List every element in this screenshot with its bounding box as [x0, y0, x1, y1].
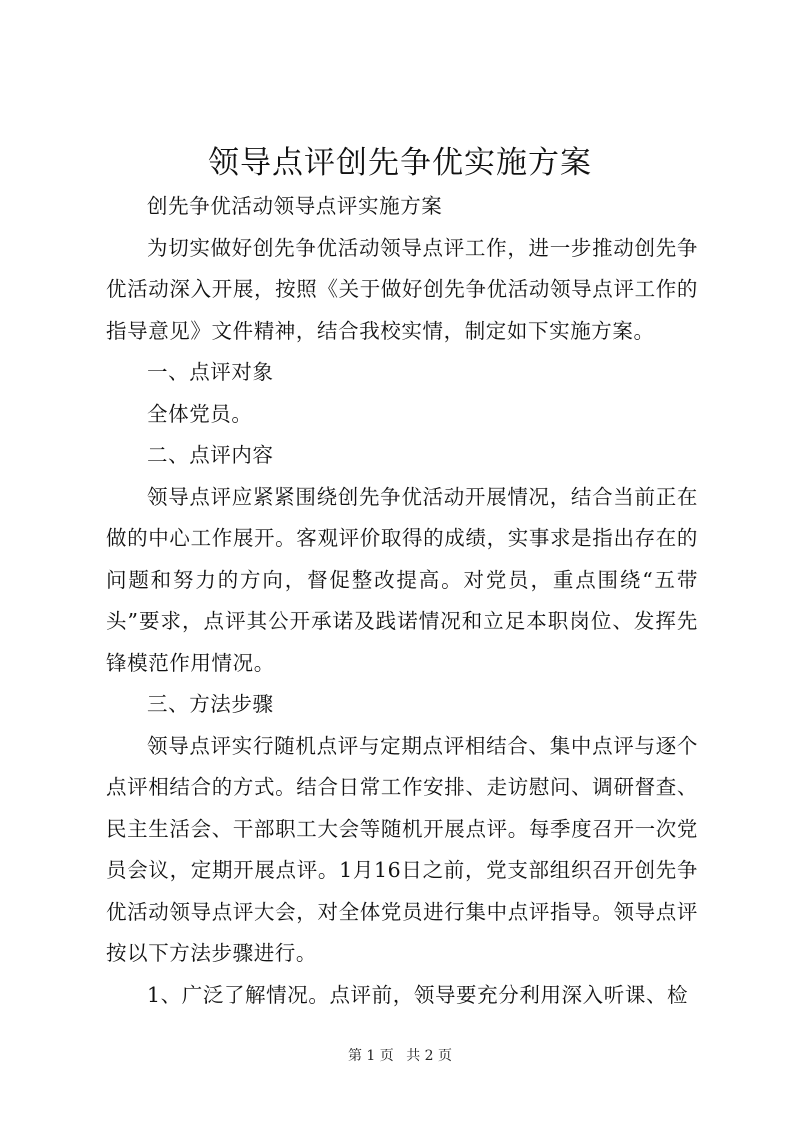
intro-paragraph: 为切实做好创先争优活动领导点评工作，进一步推动创先争优活动深入开展，按照《关于做好创先争优活动领导点评工作的指导意见》文件精神，结合我校实情，制定如下实施方案。: [106, 235, 698, 343]
total-pages: 共 2 页: [406, 1048, 453, 1064]
page-number: 第 1 页: [347, 1048, 394, 1064]
step-one-paragraph: 1、广泛了解情况。点评前，领导要充分利用深入听课、检: [147, 982, 689, 1007]
content-paragraph: 领导点评应紧紧围绕创先争优活动开展情况，结合当前正在做的中心工作展开。客观评价取得的成绩，实事求是指出存在的问题和努力的方向，督促整改提高。对党员，重点围绕“五带头”要求，点评其公开承诺及践诺情况和立足本职岗位、发挥先锋模范作用情况。: [106, 484, 698, 675]
document-title: 领导点评创先争优实施方案: [208, 145, 592, 181]
section-heading-content: 二、点评内容: [147, 443, 274, 467]
page-footer: [0, 1046, 800, 1066]
section-heading-targets: 一、点评对象: [147, 360, 274, 384]
methods-paragraph: 领导点评实行随机点评与定期点评相结合、集中点评与逐个点评相结合的方式。结合日常工作安排、走访慰问、调研督查、民主生活会、干部职工大会等随机开展点评。每季度召开一次党员会议，定期开展点评。1月16日之前，党支部组织召开创先争优活动领导点评大会，对全体党员进行集中点评指导。领导点评按以下方法步骤进行。: [106, 733, 698, 965]
targets-paragraph: 全体党员。: [147, 401, 253, 426]
document-body: [106, 186, 698, 1016]
subtitle-paragraph: 创先争优活动领导点评实施方案: [147, 194, 443, 218]
section-heading-methods: 三、方法步骤: [147, 692, 274, 716]
